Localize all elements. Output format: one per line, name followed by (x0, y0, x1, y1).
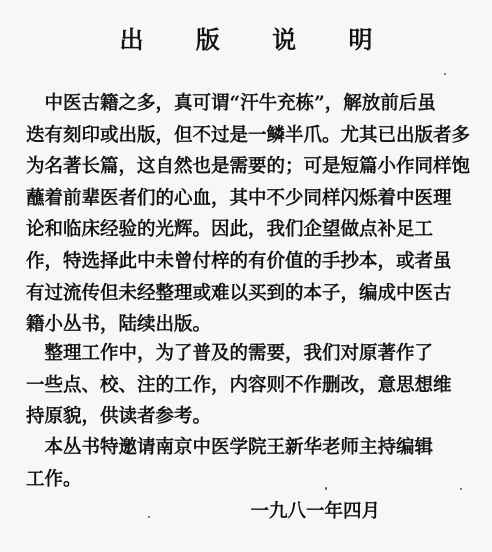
scan-speck (444, 73, 446, 75)
page-title: 出 版 说 明 (119, 25, 395, 54)
text-line: 有过流传但未经整理或难以买到的本子，编成中医古 (26, 282, 452, 304)
text-line: 整理工作中，为了普及的需要，我们对原著作了 (26, 343, 434, 364)
paragraph-intro (26, 88, 478, 341)
text-line: 工作。 (26, 468, 82, 490)
text-line: 迭有刻印或出版，但不过是一鳞半爪。尤其已出版者多 (26, 124, 471, 146)
text-line: 论和临床经验的光辉。因此，我们企望做点补足工 (26, 219, 434, 241)
text-line: 籍小丛书，陆续出版。 (26, 314, 212, 336)
paragraph-credits (26, 432, 478, 495)
text-line: 中医古籍之多，真可谓“汗牛充栋”，解放前后虽 (26, 93, 436, 114)
scan-speck (148, 516, 150, 518)
scan-speck (460, 488, 462, 490)
text-line: 持原貌，供读者参考。 (26, 406, 212, 428)
scan-speck (325, 487, 327, 490)
text-line: 本丛书特邀请南京中医学院王新华老师主持编辑 (26, 437, 434, 458)
text-line: 作，特选择此中未曾付梓的有价值的手抄本，或者虽 (26, 250, 452, 272)
text-line: 一些点、校、注的工作，内容则不作删改，意思想维 (26, 374, 452, 396)
paragraph-editing (26, 338, 478, 433)
text-line: 为名著长篇，这自然也是需要的；可是短篇小作同样饱 (26, 156, 471, 178)
publication-date: 一九八一年四月 (250, 501, 380, 522)
text-line: 蘸着前辈医者们的心血，其中不少同样闪烁着中医理 (26, 187, 452, 209)
